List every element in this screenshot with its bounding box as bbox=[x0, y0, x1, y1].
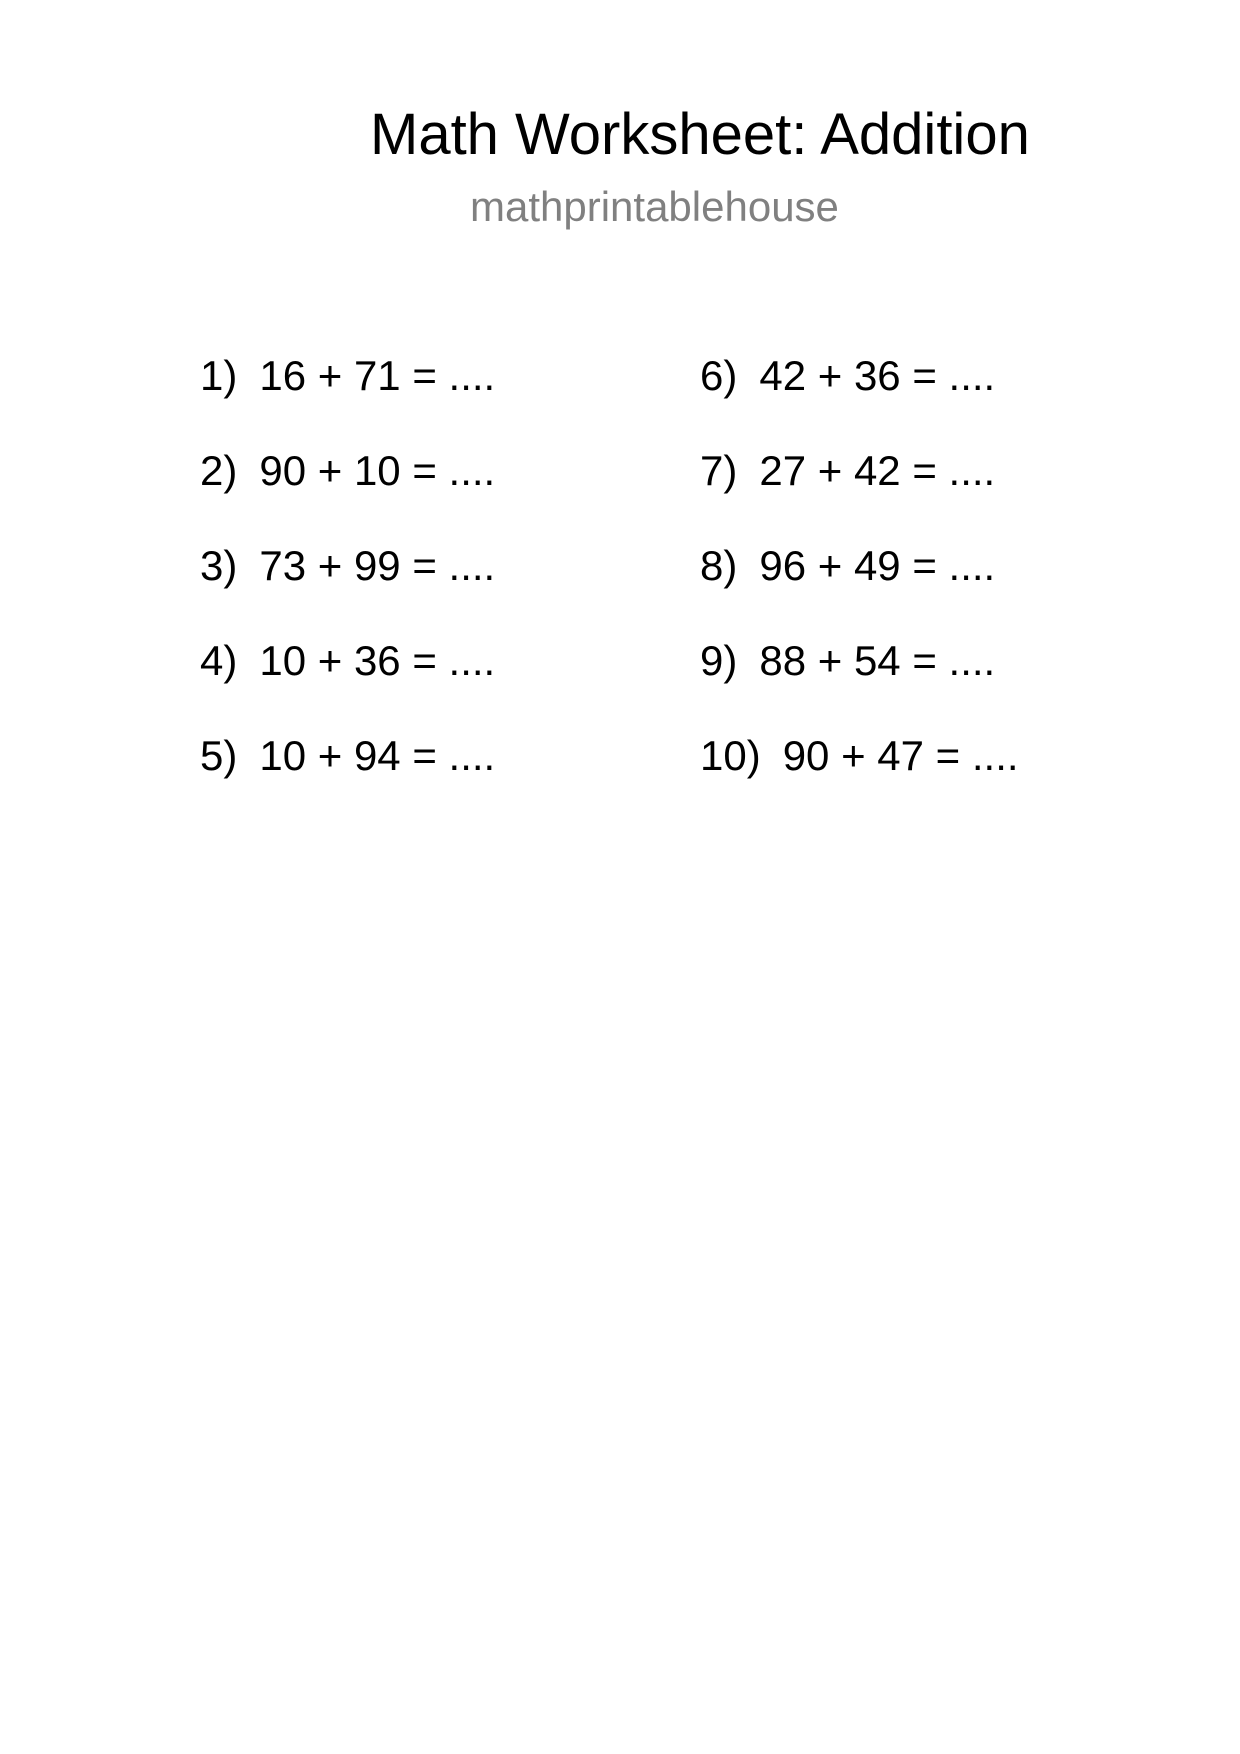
problem-expression: 42 + 36 = .... bbox=[759, 352, 996, 399]
problem-7 bbox=[700, 446, 995, 496]
worksheet-subtitle: mathprintablehouse bbox=[470, 183, 839, 230]
problem-number: 2) bbox=[200, 447, 238, 494]
problem-3 bbox=[200, 541, 495, 591]
problem-2 bbox=[200, 446, 495, 496]
problem-6 bbox=[700, 351, 995, 401]
problem-10 bbox=[700, 731, 1019, 781]
problem-expression: 10 + 94 = .... bbox=[259, 732, 496, 779]
problem-expression: 90 + 10 = .... bbox=[259, 447, 496, 494]
problem-expression: 73 + 99 = .... bbox=[259, 542, 496, 589]
problem-number: 1) bbox=[200, 352, 238, 399]
problem-1 bbox=[200, 351, 495, 401]
problem-number: 3) bbox=[200, 542, 238, 589]
worksheet-title: Math Worksheet: Addition bbox=[370, 102, 1030, 167]
problem-expression: 88 + 54 = .... bbox=[759, 637, 996, 684]
problem-4 bbox=[200, 636, 495, 686]
problem-expression: 96 + 49 = .... bbox=[759, 542, 996, 589]
problem-number: 6) bbox=[700, 352, 738, 399]
problem-number: 5) bbox=[200, 732, 238, 779]
problem-expression: 10 + 36 = .... bbox=[259, 637, 496, 684]
problem-expression: 90 + 47 = .... bbox=[782, 732, 1019, 779]
problem-5 bbox=[200, 731, 495, 781]
problem-expression: 16 + 71 = .... bbox=[259, 352, 496, 399]
problem-number: 8) bbox=[700, 542, 738, 589]
problem-number: 7) bbox=[700, 447, 738, 494]
problem-number: 4) bbox=[200, 637, 238, 684]
problem-number: 9) bbox=[700, 637, 738, 684]
problem-9 bbox=[700, 636, 995, 686]
problem-expression: 27 + 42 = .... bbox=[759, 447, 996, 494]
problem-number: 10) bbox=[700, 732, 761, 779]
problem-8 bbox=[700, 541, 995, 591]
